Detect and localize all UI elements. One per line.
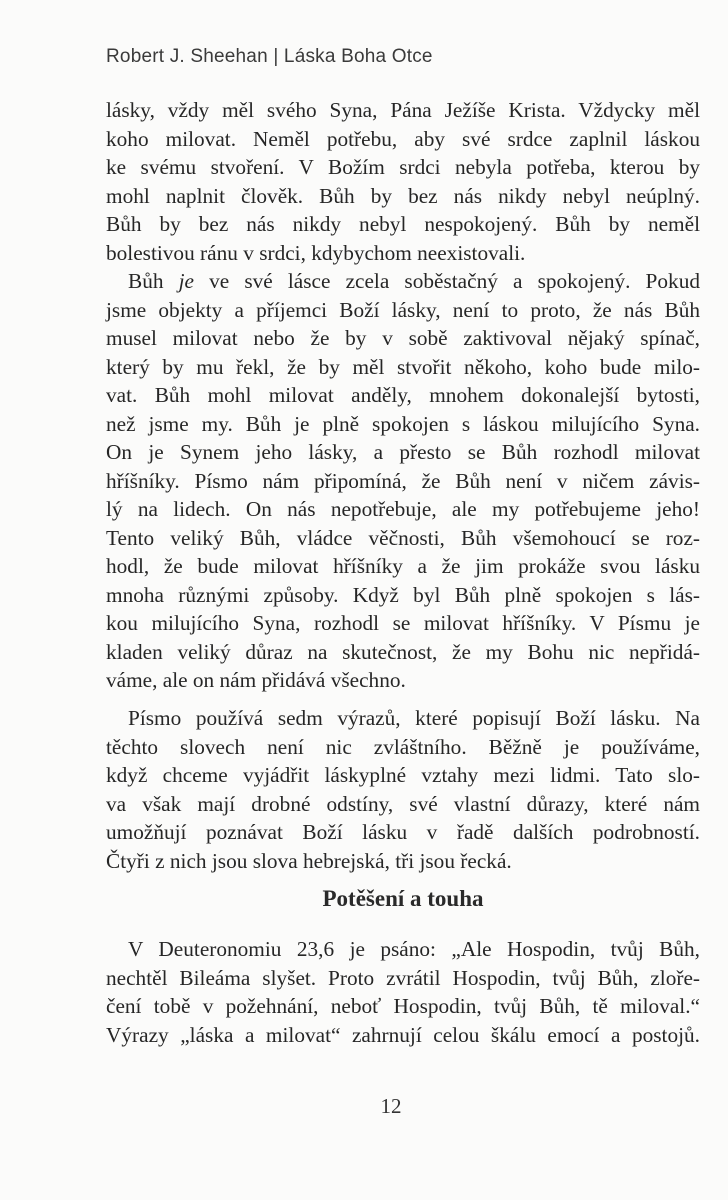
text-line: Tento veliký Bůh, vládce věčnosti, Bůh všemohoucí se roz-	[106, 525, 700, 550]
text-line: jsme objekty a příjemci Boží lásky, není to proto, že nás Bůh	[106, 297, 700, 322]
text-line: váme, ale on nám přidává všechno.	[106, 668, 406, 692]
text-line: mohl naplnit člověk. Bůh by bez nás nikdy nebyl neúplný.	[106, 183, 700, 208]
page-number: 12	[380, 1094, 402, 1118]
section-heading: Potěšení a touha	[322, 886, 484, 911]
text-line: čení tobě v požehnání, neboť Hospodin, tvůj Bůh, tě miloval.“	[106, 994, 700, 1018]
text-segment: ve své lásce zcela soběstačný a spokojený. Pokud	[194, 269, 700, 293]
text-line: mnoha různými způsoby. Když byl Bůh plně spokojen s lás-	[106, 582, 700, 607]
text-line: koho milovat. Neměl potřebu, aby své srdce zaplnil láskou	[106, 126, 700, 151]
text-line: kladen veliký důraz na skutečnost, že my Bohu nic nepřidá-	[106, 639, 700, 664]
text-line: musel milovat nebo že by v sobě zaktivoval nějaký spínač,	[106, 326, 700, 350]
text-line: hodl, že bude milovat hříšníky a že jim prokáže svou lásku	[106, 554, 700, 578]
text-line: hříšníky. Písmo nám připomíná, že Bůh není v ničem závis-	[106, 468, 700, 493]
text-line: nechtěl Bileáma slyšet. Proto zvrátil Hospodin, tvůj Bůh, zloře-	[106, 965, 700, 990]
text-segment: Bůh	[128, 269, 179, 293]
text-line: těchto slovech není nic zvláštního. Běžně je používáme,	[106, 734, 700, 759]
paragraph-4	[106, 935, 700, 1049]
text-line: než jsme my. Bůh je plně spokojen s láskou milujícího Syna.	[106, 411, 700, 436]
text-line: On je Synem jeho lásky, a přesto se Bůh rozhodl milovat	[106, 440, 700, 464]
text-line: když chceme vyjádřit láskyplné vztahy mezi lidmi. Tato slo-	[106, 763, 700, 787]
text-line: vat. Bůh mohl milovat anděly, mnohem dokonalejší bytosti,	[106, 383, 700, 407]
text-line: Bůh by bez nás nikdy nebyl nespokojený. Bůh by neměl	[106, 212, 700, 236]
text-line: Písmo používá sedm výrazů, které popisují Boží lásku. Na	[128, 706, 700, 730]
paragraph-1	[106, 96, 700, 267]
text-line: lý na lidech. On nás nepotřebuje, ale my potřebujeme jeho!	[106, 497, 700, 521]
text-line: který by mu řekl, že by měl stvořit někoho, koho bude milo-	[106, 354, 700, 379]
emphasis-word: je	[178, 269, 195, 293]
text-line: Výrazy „láska a milovat“ zahrnují celou škálu emocí a postojů.	[106, 1022, 700, 1047]
text-line: Čtyři z nich jsou slova hebrejská, tři jsou řecká.	[106, 848, 512, 873]
text-line: bolestivou ránu v srdci, kdybychom neexistovali.	[106, 240, 526, 265]
running-header: Robert J. Sheehan | Láska Boha Otce	[106, 46, 433, 67]
text-line: umožňují poznávat Boží lásku v řadě dalších podrobností.	[106, 820, 700, 844]
paragraph-2	[106, 267, 700, 695]
text-line: ke svému stvoření. V Božím srdci nebyla potřeba, kterou by	[106, 155, 700, 179]
text-line-first	[106, 267, 700, 296]
text-line: lásky, vždy měl svého Syna, Pána Ježíše Krista. Vždycky měl	[106, 98, 700, 122]
text-line: va však mají drobné odstíny, své vlastní důrazy, které nám	[106, 791, 700, 816]
paragraph-3	[106, 704, 700, 875]
text-line: V Deuteronomiu 23,6 je psáno: „Ale Hospodin, tvůj Bůh,	[128, 937, 700, 961]
text-line: kou milujícího Syna, rozhodl se milovat hříšníky. V Písmu je	[106, 611, 700, 635]
